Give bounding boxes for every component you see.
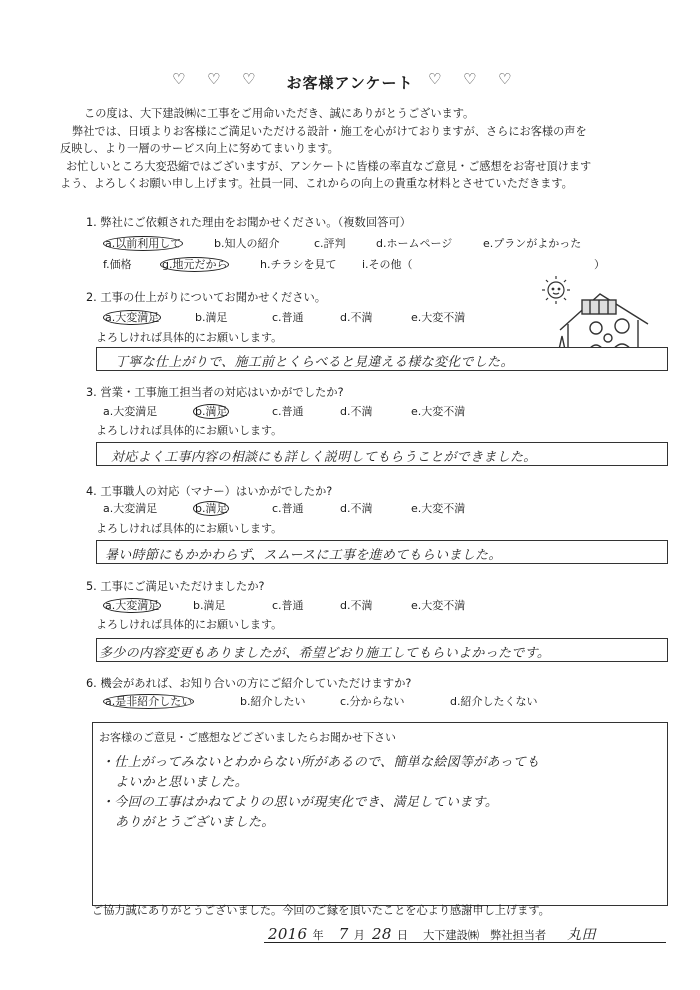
- q3-answer-box[interactable]: [96, 442, 668, 466]
- heart-icon: ♡: [172, 70, 186, 88]
- intro-line: この度は、大下建設㈱に工事をご用命いただき、誠にありがとうございます。: [84, 107, 475, 120]
- comment-line: よいかと思いました。: [115, 775, 249, 790]
- heart-icon: ♡: [463, 70, 477, 88]
- q5-option-c[interactable]: c.普通: [272, 599, 304, 612]
- question-1: 1. 弊社にご依頼された理由をお聞かせください。（複数回答可）: [86, 216, 412, 229]
- q1-option-h[interactable]: h.チラシを見て: [260, 258, 337, 271]
- question-6: 6. 機会があれば、お知り合いの方にご紹介していただけますか?: [86, 677, 412, 690]
- intro-line: よう、よろしくお願い申し上げます。社員一同、これからの向上の貴重な材料とさせていただきます。: [60, 177, 573, 190]
- q2-option-d[interactable]: d.不満: [340, 311, 373, 324]
- q4-option-e[interactable]: e.大変不満: [411, 502, 466, 515]
- q3-option-c[interactable]: c.普通: [272, 405, 304, 418]
- heart-icon: ♡: [428, 70, 442, 88]
- date-year-unit: 年: [312, 929, 324, 942]
- question-3: 3. 営業・工事施工担当者の対応はいかがでしたか?: [86, 386, 344, 399]
- heart-icon: ♡: [207, 70, 221, 88]
- date-month: 7: [338, 925, 349, 943]
- comments-heading: お客様のご意見・ご感想などございましたらお聞かせ下さい: [99, 731, 396, 744]
- q1-option-e[interactable]: e.プランがよかった: [483, 237, 582, 250]
- q5-answer-box[interactable]: [96, 638, 668, 662]
- q3-option-a[interactable]: a.大変満足: [103, 405, 158, 418]
- q1-option-d[interactable]: d.ホームページ: [376, 237, 453, 250]
- heart-icon: ♡: [498, 70, 512, 88]
- q6-option-c[interactable]: c.分からない: [340, 695, 405, 708]
- q1-option-g-label: g.地元だから: [162, 258, 228, 271]
- q4-option-a[interactable]: a.大変満足: [103, 502, 158, 515]
- q4-option-c[interactable]: c.普通: [272, 502, 304, 515]
- q1-option-a-label: a.以前利用して: [105, 237, 182, 250]
- intro-text: [60, 105, 650, 193]
- q2-answer-text: 丁寧な仕上がりで、施工前とくらべると見違える様な変化でした。: [115, 355, 514, 370]
- q3-detail-prompt: よろしければ具体的にお願いします。: [96, 424, 283, 437]
- question-4: 4. 工事職人の対応（マナー）はいかがでしたか?: [86, 485, 333, 498]
- q2-option-e[interactable]: e.大変不満: [411, 311, 466, 324]
- date-year: 2016: [268, 925, 308, 943]
- intro-line: 反映し、より一層のサービス向上に努めてまいります。: [60, 142, 339, 155]
- heart-icon: ♡: [242, 70, 256, 88]
- question-5: 5. 工事にご満足いただけましたか?: [86, 580, 265, 593]
- q1-option-i[interactable]: i.その他（: [362, 258, 413, 271]
- q2-option-a-label: a.大変満足: [105, 311, 160, 324]
- q5-answer-text: 多少の内容変更もありましたが、希望どおり施工してもらいよかったです。: [99, 646, 551, 661]
- sun-icon: [542, 276, 570, 304]
- q2-option-a[interactable]: [103, 309, 161, 325]
- q5-option-a[interactable]: [103, 597, 161, 613]
- q5-option-d[interactable]: d.不満: [340, 599, 373, 612]
- comment-line: ・仕上がってみないとわからない所があるので、簡単な絵図等があっても: [101, 755, 540, 770]
- q2-detail-prompt: よろしければ具体的にお願いします。: [96, 331, 283, 344]
- q3-option-e[interactable]: e.大変不満: [411, 405, 466, 418]
- comment-line: ・今回の工事はかねてよりの思いが現実化でき、満足しています。: [101, 795, 499, 810]
- intro-line: お忙しいところ大変恐縮ではございますが、アンケートに皆様の率直なご意見・ご感想をお寄せ頂けます: [66, 159, 592, 173]
- page-title: お客様アンケート: [286, 74, 414, 92]
- q2-option-b[interactable]: b.満足: [195, 311, 228, 324]
- q1-option-a[interactable]: [103, 235, 183, 251]
- q6-option-a-label: a.是非紹介したい: [105, 695, 193, 708]
- question-2: 2. 工事の仕上がりについてお聞かせください。: [86, 291, 327, 304]
- q2-answer-box[interactable]: [96, 347, 668, 371]
- q6-option-b[interactable]: b.紹介したい: [240, 695, 306, 708]
- q1-option-b[interactable]: b.知人の紹介: [214, 237, 280, 250]
- q1-option-f[interactable]: f.価格: [103, 258, 132, 271]
- q5-detail-prompt: よろしければ具体的にお願いします。: [96, 618, 283, 631]
- signature-underline: [264, 942, 666, 943]
- q4-option-b[interactable]: [193, 500, 229, 516]
- thanks-message: ご協力誠にありがとうございました。今回のご縁を頂いたことを心より感謝申し上げます。: [92, 904, 550, 917]
- date-month-unit: 月: [353, 929, 365, 942]
- intro-line: 弊社では、日頃よりお客様にご満足いただける設計・施工を心がけておりますが、さらにお客様の声を: [72, 124, 587, 138]
- comments-box[interactable]: [92, 722, 668, 906]
- q1-option-g[interactable]: [160, 256, 229, 272]
- q3-option-b-label: b.満足: [195, 405, 228, 418]
- staff-name: 丸田: [567, 927, 596, 943]
- company-name: 大下建設㈱: [423, 929, 480, 942]
- q3-option-d[interactable]: d.不満: [340, 405, 373, 418]
- q1-option-i-close: ）: [594, 258, 605, 271]
- q6-option-d[interactable]: d.紹介したくない: [450, 695, 538, 708]
- q5-option-e[interactable]: e.大変不満: [411, 599, 466, 612]
- q1-option-c[interactable]: c.評判: [314, 237, 346, 250]
- q4-answer-box[interactable]: [96, 540, 668, 564]
- q3-option-b[interactable]: [193, 403, 229, 419]
- date-day: 28: [372, 925, 392, 943]
- q4-option-b-label: b.満足: [195, 502, 228, 515]
- q6-option-a[interactable]: [103, 693, 194, 709]
- signature-line: [268, 924, 664, 944]
- staff-label: 弊社担当者: [490, 929, 547, 942]
- q5-option-a-label: a.大変満足: [105, 599, 160, 612]
- q4-detail-prompt: よろしければ具体的にお願いします。: [96, 522, 283, 535]
- q2-option-c[interactable]: c.普通: [272, 311, 304, 324]
- q4-option-d[interactable]: d.不満: [340, 502, 373, 515]
- q4-answer-text: 暑い時節にもかかわらず、スムースに工事を進めてもらいました。: [105, 548, 502, 563]
- q3-answer-text: 対応よく工事内容の相談にも詳しく説明してもらうことができました。: [111, 450, 537, 465]
- date-day-unit: 日: [396, 929, 408, 942]
- q5-option-b[interactable]: b.満足: [193, 599, 226, 612]
- comment-line: ありがとうございました。: [115, 815, 275, 830]
